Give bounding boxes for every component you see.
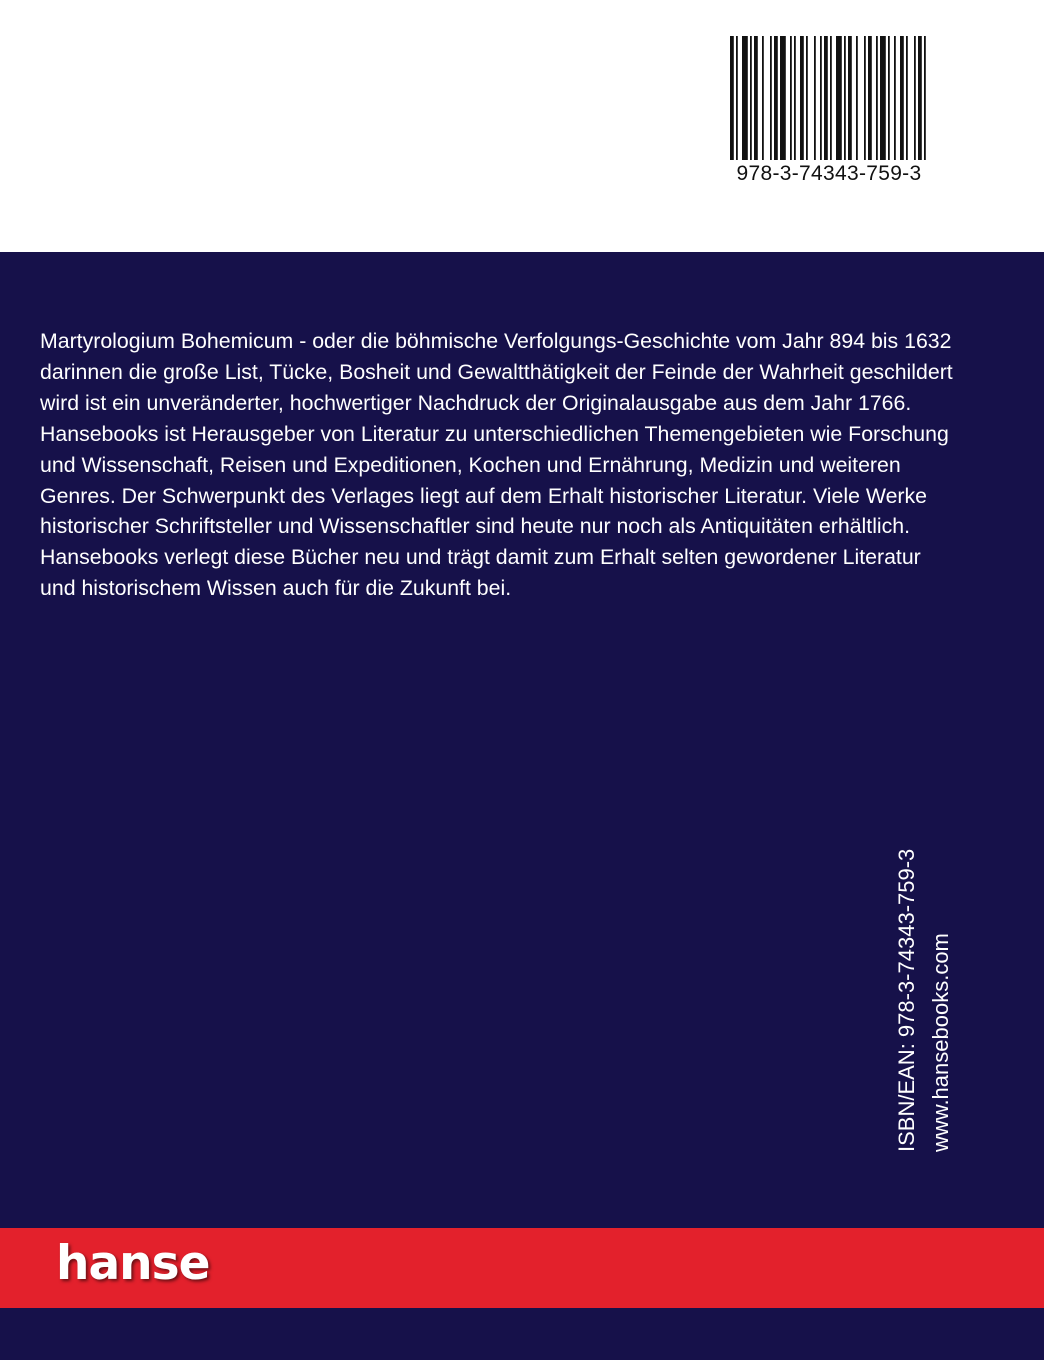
barcode-bar <box>824 36 828 160</box>
barcode-bar <box>830 36 832 160</box>
barcode-bar <box>868 36 872 160</box>
barcode-bar <box>750 36 752 160</box>
vertical-info <box>888 832 958 1152</box>
barcode-bar <box>900 36 904 160</box>
barcode-bar <box>730 36 734 160</box>
barcode-bar <box>770 36 772 160</box>
barcode-bar <box>880 36 886 160</box>
barcode-bar <box>762 36 764 160</box>
barcode-bar <box>906 36 908 160</box>
website-vertical-text: www.hansebooks.com <box>928 933 953 1152</box>
barcode-bar <box>856 36 858 160</box>
hanse-logo: hanse <box>56 1236 210 1291</box>
barcode-bar <box>790 36 792 160</box>
barcode-number: 978-3-74343-759-3 <box>736 162 922 185</box>
barcode-bar <box>736 36 738 160</box>
barcode <box>722 34 936 184</box>
barcode-bar <box>794 36 796 160</box>
blurb-text <box>40 326 960 604</box>
barcode-bar <box>814 36 816 160</box>
barcode-bar <box>914 36 916 160</box>
barcode-bar <box>800 36 804 160</box>
bottom-navy-band <box>0 1308 1044 1360</box>
barcode-bars <box>730 36 930 160</box>
barcode-bar <box>876 36 878 160</box>
blurb-paragraph-1: Martyrologium Bohemicum - oder die böhmische Verfolgungs-Geschichte vom Jahr 894 bis 1632 darinnen die große List, Tücke, Bosheit und Gewaltthätigkeit der Feinde der Wahrheit geschildert wird ist ein unveränderter, hochwertiger Nachdruck der Originalausgabe aus dem Jahr 1766. <box>40 329 953 415</box>
publisher-band <box>0 1228 1044 1308</box>
barcode-bar <box>820 36 822 160</box>
barcode-bar <box>836 36 842 160</box>
barcode-bar <box>924 36 926 160</box>
barcode-bar <box>888 36 890 160</box>
back-cover-body <box>0 252 1044 1228</box>
barcode-bar <box>894 36 896 160</box>
barcode-bar <box>754 36 758 160</box>
barcode-bar <box>806 36 808 160</box>
isbn-vertical-text: ISBN/EAN: 978-3-74343-759-3 <box>894 848 919 1152</box>
blurb-paragraph-2: Hansebooks ist Herausgeber von Literatur zu unterschiedlichen Themengebieten wie Forschung und Wissenschaft, Reisen und Expeditionen, Kochen und Ernährung, Medizin und weiteren Genres. Der Schwerpunkt des Verlages liegt auf dem Erhalt historischer Literatur. Viele Werke historischer Schriftsteller und Wissenschaftler sind heute nur noch als Antiquitäten erhältlich. Hansebooks verlegt diese Bücher neu und trägt damit zum Erhalt selten gewordener Literatur und historischem Wissen auch für die Zukunft bei. <box>40 421 949 601</box>
barcode-bar <box>844 36 846 160</box>
barcode-bar <box>848 36 852 160</box>
barcode-bar <box>918 36 922 160</box>
barcode-bar <box>864 36 866 160</box>
barcode-bar <box>780 36 786 160</box>
top-white-band <box>0 0 1044 252</box>
barcode-bar <box>774 36 778 160</box>
barcode-bar <box>742 36 748 160</box>
